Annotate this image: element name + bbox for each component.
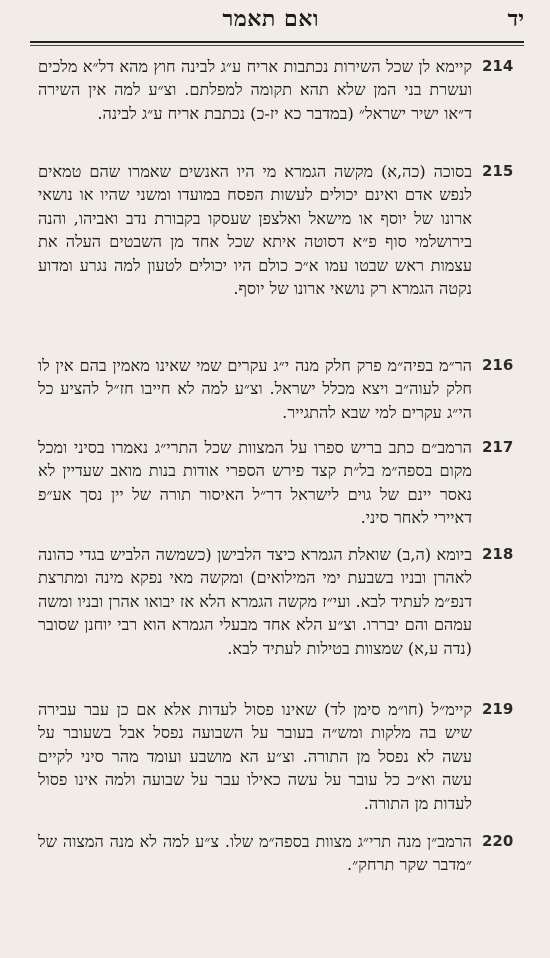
- entry-number: 219: [482, 700, 514, 718]
- entry-number: 218: [482, 545, 514, 563]
- entry-text: הרמב״ם כתב בריש ספרו על המצוות שכל התרי״ג נאמרו בסיני ומכל מקום בספה״מ בל״ת קצד פירש הספרי אודות בנות מואב שעדיין לא נאסר יינם של גוים לישראל דר״ל האיסור תורה של יין נסך אע״פ דאיירי לאחר סיני.: [38, 438, 472, 528]
- entry-text: ביומא (ה,ב) שואלת הגמרא כיצד הלבישן (כשמשה הלביש בגדי כהונה לאהרן ובניו בשבעת ימי המילואים) ומקשה מאי נפקא מינה ומתרצת דנפ״מ לעתיד לבא. ועי״ז מקשה הגמרא הלא אז יבואו אהרן ובניו ומשה עמהם והם יבררו. וצ״ע הלא אחד מבעלי הגמרא הוא רבי יוחנן שסובר (נדה ע,א) שמצוות בטילות לעתיד לבא.: [38, 545, 472, 658]
- entry-text: הרמב״ן מנה תרי״ג מצוות בספה״מ שלו. צ״ע למה לא מנה המצוה של ״מדבר שקר תרחק״.: [38, 832, 472, 875]
- entry-number: 217: [482, 438, 514, 456]
- entry-number: 215: [482, 162, 514, 180]
- entry-number: 216: [482, 356, 514, 374]
- entry-text: בסוכה (כה,א) מקשה הגמרא מי היו האנשים שאמרו שהם טמאים לנפש אדם ואינם יכולים לעשות הפסח במועדו ומשני שהיו או נושאי ארונו של יוסף או מישאל ואלצפן שעסקו בקבורת נדב ואביהו, והנה בירושלמי סוף פ״א דסוטה איתא שכל אחד מן השבטים העלה את עצמות ראש שבטו עמו א״כ כולם היו יכולים לטעון למה נגרע ומדוע נקטה הגמרא רק נושאי ארונו של יוסף.: [38, 162, 472, 299]
- entry-number: 214: [482, 57, 514, 75]
- entry-number: 220: [482, 832, 514, 850]
- page-header: [30, 6, 524, 40]
- entry-text: הר״מ בפיה״מ פרק חלק מנה י״ג עקרים שמי שאינו מאמין בהם אין לו חלק לעוה״ב ויצא מכלל ישראל. וצ״ע למה לא חייבו חז״ל להציע כל הי״ג עקרים למי שבא להתגייר.: [38, 356, 472, 422]
- entry-text: קיימ״ל (חו״מ סימן לד) שאינו פסול לעדות אלא אם כן עבר עבירה שיש בה מלקות ומש״ה בעובר על השבועה נפסל אבל בשעובר על עשה לא נפסל מן התורה. וצ״ע הא מושבע ועומד מהר סיני לקיים עשה וא״כ כל עובר על עשה כאילו עבר על שבועה ולמה אינו פסול לעדות מן התורה.: [38, 700, 472, 813]
- header-rule: [30, 41, 524, 43]
- entry-text: קיימא לן שכל השירות נכתבות אריח ע״ג לבינה חוץ מהא דל״א מלכים ועשרת בני המן שלא תהא תקומה למפלתם. וצ״ע למה אין השירה ד״או ישיר ישראל״ (במדבר כא יז-כ) נכתבת אריח ע״ג לבינה.: [38, 57, 472, 123]
- page-number: יד: [507, 6, 524, 32]
- header-rule-thin: [30, 45, 524, 46]
- running-title: ואם תאמר: [222, 6, 319, 32]
